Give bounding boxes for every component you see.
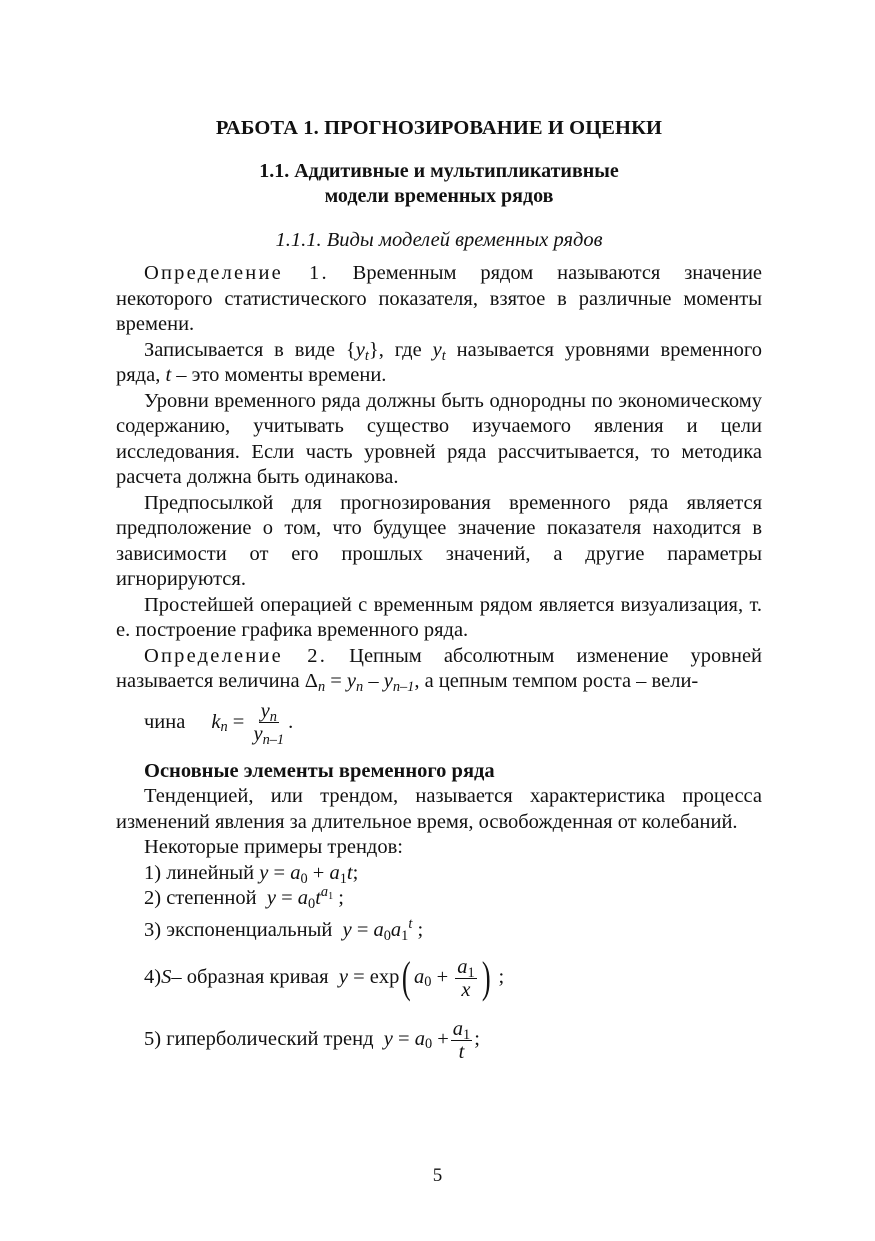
record-y: $y_t$ (355, 338, 369, 364)
trend-linear: 1) линейный $y = a_0 + a_1t$; (144, 861, 359, 887)
page-title: РАБОТА 1. ПРОГНОЗИРОВАНИЕ И ОЦЕНКИ (215, 117, 663, 139)
record-t: t (165, 364, 172, 386)
section-heading-line2: модели временных рядов (324, 185, 554, 207)
body-text (116, 261, 762, 1069)
paragraph-premise: Предпосылкой для прогнозирования временного ряда является предположение о том, что будущее значение показателя находится в зависимости от его прошлых значений, а другие параметры игнорируются. (116, 491, 762, 590)
growth-rate-formula: чина k $_n$ = $\frac{y_n}{y_{n-1}}$ . (144, 700, 294, 749)
page-number: 5 (432, 1165, 443, 1186)
section-heading-line1: 1.1. Аддитивные и мультипликативные (259, 160, 619, 182)
paragraph-levels: Уровни временного ряда должны быть однородны по экономическому содержанию, учитывать существо изучаемого явления и цели исследования. Если часть уровней ряда рассчитывается, то методика расчета должна быть одинакова. (116, 389, 762, 488)
record-text-c: называется уровнями временного ряда, (116, 338, 762, 386)
trend-hyperbolic: 5) гиперболический тренд y = a $_0$ + $\frac{a_1}{t}$ ; (144, 1017, 480, 1063)
definition-2-label: Определение 2. (144, 644, 328, 667)
trend-exponential: 3) экспоненциальный $y = a_0a_1^t$ ; (144, 915, 424, 944)
definition-2: Определение 2. Цепным абсолютным изменение уровней называется величина $\Delta_n = y_n - y_{n-1}$, а цепным темпом роста – вели- (116, 644, 763, 696)
subsection-heading: 1.1.1. Виды моделей временных рядов (275, 229, 603, 251)
trend-power: 2) степенной $y = a_0t^{a_1}$ ; (144, 884, 344, 913)
definition-1 (116, 261, 762, 338)
record-text-d: – это моменты времени. (171, 364, 387, 386)
record-text-b: }, где (368, 338, 433, 361)
paragraph-trend: Тенденцией, или трендом, называется характеристика процесса изменений явления за длительное время, освобожденная от колебаний. (116, 785, 762, 833)
elements-heading: Основные элементы временного ряда (144, 759, 495, 782)
definition-1-text: Временным рядом называются значение некоторого статистического показателя, взятое в различные моменты времени. (116, 262, 763, 335)
definition-1-label: Определение 1. (144, 262, 329, 284)
fraction-yn-over-yn1: $\frac{y_n}{y_{n-1}}$ (253, 700, 285, 749)
record-text-a: Записывается в виде { (144, 338, 356, 361)
examples-intro: Некоторые примеры трендов: (144, 836, 403, 858)
paragraph-record (116, 338, 762, 389)
section-heading (116, 159, 762, 209)
record-yt: $y_t$ (432, 338, 446, 364)
trend-s-curve: 4) S – образная кривая y = exp ( a $_0$ + $\frac{a_1}{x}$ ) ; (144, 953, 505, 1002)
definition-2-text: Цепным абсолютным изменение уровней называется величина Δ (116, 644, 763, 692)
paragraph-visualization: Простейшей операцией с временным рядом является визуализация, т. е. построение графика временного ряда. (116, 593, 762, 641)
